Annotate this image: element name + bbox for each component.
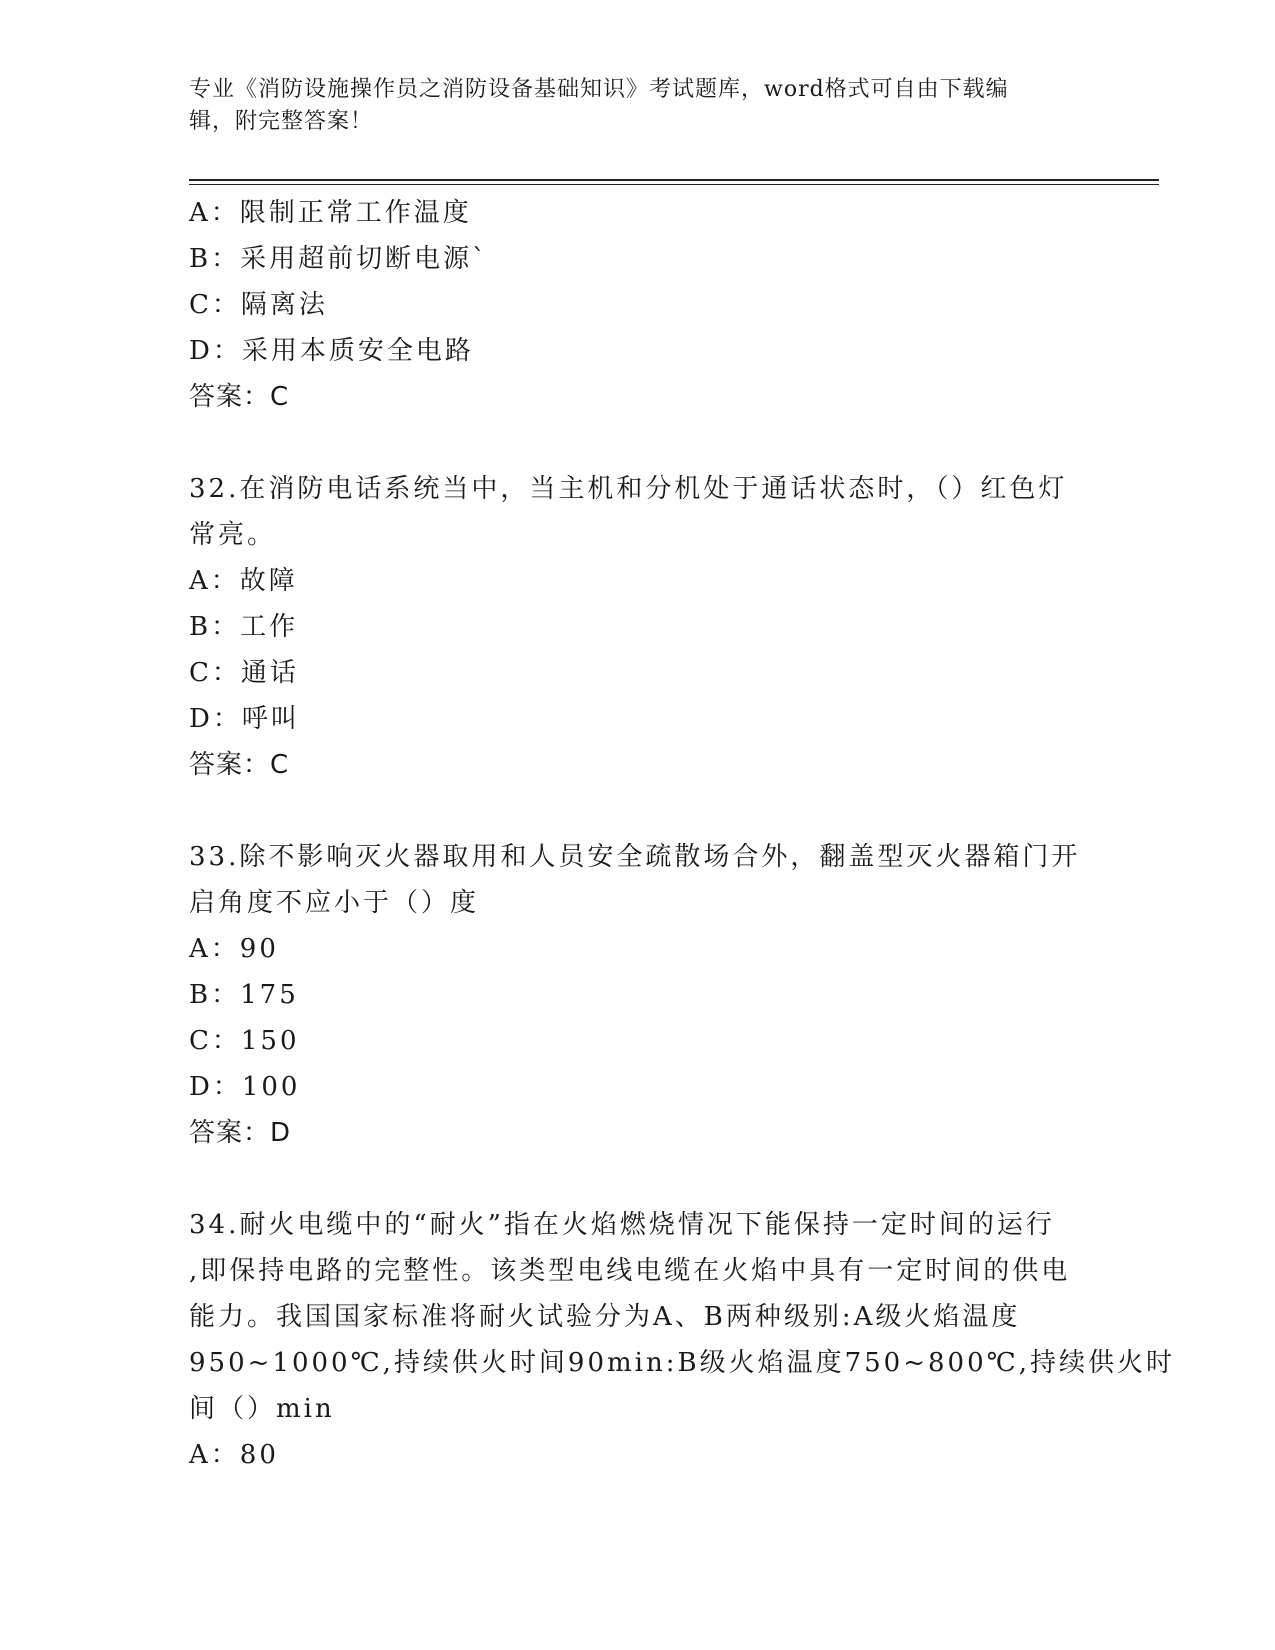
option-a: A：90 — [189, 934, 279, 964]
option-a: A：限制正常工作温度 — [189, 198, 472, 228]
document-header — [189, 74, 1089, 138]
header-rule-thick — [189, 179, 1159, 181]
question-stem-line: 32.在消防电话系统当中，当主机和分机处于通话状态时，（）红色灯 — [189, 474, 1068, 504]
question-stem-line: 能力。我国国家标准将耐火试验分为A、B两种级别:A级火焰温度 — [189, 1302, 1021, 1332]
option-b: B：工作 — [189, 612, 299, 642]
option-c: C：通话 — [189, 658, 299, 688]
header-line-1: 专业《消防设施操作员之消防设备基础知识》考试题库，word格式可自由下载编 — [189, 77, 1009, 102]
question-32 — [189, 466, 1089, 788]
question-stem-line: 常亮。 — [189, 520, 277, 550]
option-b: B：采用超前切断电源` — [189, 244, 489, 274]
option-a: A：80 — [189, 1440, 279, 1470]
option-c: C：150 — [189, 1026, 300, 1056]
option-d: D：100 — [189, 1072, 301, 1102]
question-stem-line: 34.耐火电缆中的“耐火”指在火焰燃烧情况下能保持一定时间的运行 — [189, 1210, 1055, 1240]
question-stem-line: 启角度不应小于（）度 — [189, 888, 480, 918]
question-stem-line: 33.除不影响灭火器取用和人员安全疏散场合外，翻盖型灭火器箱门开 — [189, 842, 1081, 872]
question-34 — [189, 1202, 1175, 1478]
option-d: D：采用本质安全电路 — [189, 336, 474, 366]
question-31-options — [189, 190, 1089, 420]
question-stem-line: 950~1000℃,持续供火时间90min:B级火焰温度750~800℃,持续供火时 — [189, 1348, 1175, 1378]
option-d: D：呼叫 — [189, 704, 300, 734]
header-line-2: 辑，附完整答案！ — [189, 109, 374, 134]
spacer — [189, 420, 1089, 466]
option-c: C：隔离法 — [189, 290, 328, 320]
header-rule-thin — [189, 184, 1159, 185]
answer: 答案：C — [189, 750, 290, 780]
question-stem-line: ,即保持电路的完整性。该类型电线电缆在火焰中具有一定时间的供电 — [189, 1256, 1071, 1286]
answer: 答案：C — [189, 382, 290, 412]
spacer — [189, 1156, 1089, 1202]
spacer — [189, 788, 1089, 834]
answer: 答案：D — [189, 1118, 292, 1148]
option-a: A：故障 — [189, 566, 298, 596]
question-list — [189, 190, 1175, 1478]
option-b: B：175 — [189, 980, 299, 1010]
question-stem-line: 间（）min — [189, 1394, 335, 1424]
question-33 — [189, 834, 1089, 1156]
